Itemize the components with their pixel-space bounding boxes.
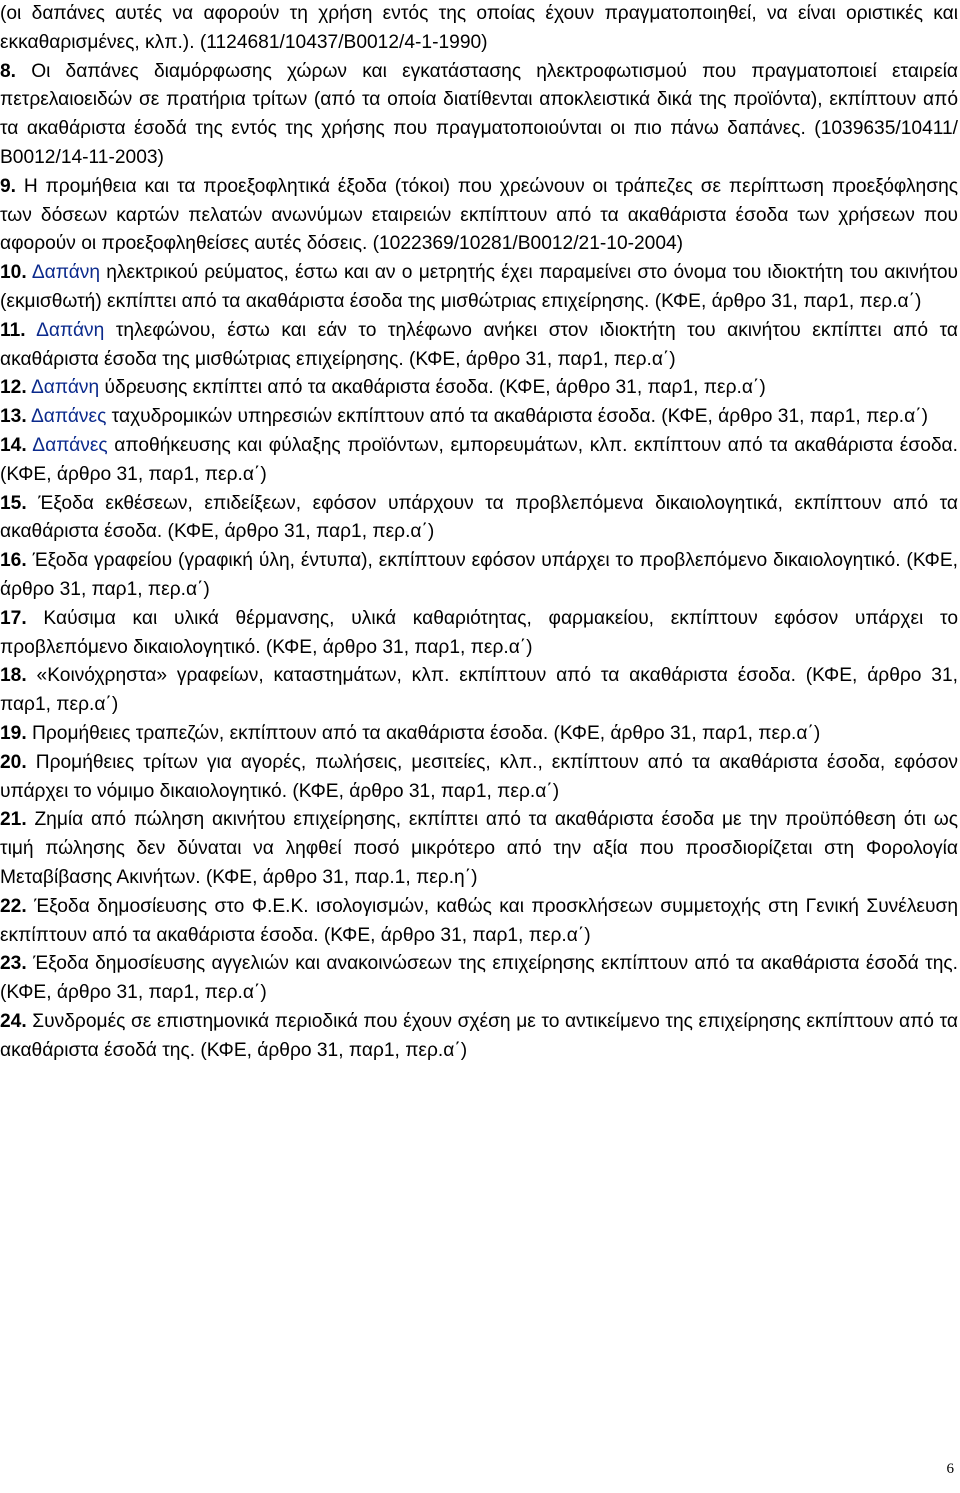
item-21 xyxy=(0,806,958,892)
item-8 xyxy=(0,58,958,173)
item-number: 18. xyxy=(0,665,27,687)
item-19 xyxy=(0,720,958,749)
item-number: 21. xyxy=(0,809,27,831)
item-title: Δαπάνη xyxy=(30,377,100,399)
item-text: Καύσιμα και υλικά θέρμανσης, υλικά καθαριότητας, φαρμακείου, εκπίπτουν εφόσον υπάρχει το προβλεπόμενο δικαιολογητικό. (ΚΦΕ, άρθρο 31, παρ1, περ.α΄) xyxy=(0,607,958,658)
item-13 xyxy=(0,403,958,432)
item-9 xyxy=(0,173,958,259)
item-text: τηλεφώνου, έστω και εάν το τηλέφωνο ανήκει στον ιδιοκτήτη του ακινήτου εκπίπτει από τα ακαθάριστα έσοδα της μισθώτριας επιχείρησης. (ΚΦΕ, άρθρο 31, παρ1, περ.α΄) xyxy=(0,319,958,370)
item-text: ύδρευσης εκπίπτει από τα ακαθάριστα έσοδα. (ΚΦΕ, άρθρο 31, παρ1, περ.α΄) xyxy=(99,377,766,399)
item-24 xyxy=(0,1008,958,1066)
item-text: Ζημία από πώληση ακινήτου επιχείρησης, εκπίπτει από τα ακαθάριστα έσοδα με την προϋπόθεση ότι ως τιμή πώλησης δεν δύναται να ληφθεί ποσό μικρότερο από την αξία που προσδιορίζεται στη Φορολογία Μεταβίβασης Ακινήτων. (ΚΦΕ, άρθρο 31, παρ.1, περ.η΄) xyxy=(0,809,958,888)
item-text: «Κοινόχρηστα» γραφείων, καταστημάτων, κλπ. εκπίπτουν από τα ακαθάριστα έσοδα. (ΚΦΕ, άρθρο 31, παρ1, περ.α΄) xyxy=(0,665,958,716)
item-number: 10. xyxy=(0,262,27,284)
item-20 xyxy=(0,749,958,807)
item-12 xyxy=(0,374,958,403)
item-16 xyxy=(0,547,958,605)
item-text: Η προμήθεια και τα προεξοφλητικά έξοδα (τόκοι) που χρεώνουν οι τράπεζες σε περίπτωση προεξόφλησης των δόσεων καρτών πελατών ανωνύμων εταιρειών εκπίπτουν από τα ακαθάριστα έσοδα των χρήσεων που αφορούν οι προεξοφληθείσες αυτές δόσεις. (1022369/10281/Β0012/21-10-2004) xyxy=(0,175,958,255)
item-number: 22. xyxy=(0,895,27,917)
item-number: 8. xyxy=(0,60,17,82)
item-number: 11. xyxy=(0,319,26,341)
item-number: 13. xyxy=(0,406,27,428)
item-title: Δαπάνες xyxy=(30,406,107,428)
item-title: Δαπάνες xyxy=(32,434,108,456)
item-number: 20. xyxy=(0,751,27,773)
item-15 xyxy=(0,490,958,548)
item-14 xyxy=(0,432,958,490)
item-title: Δαπάνη xyxy=(36,319,105,341)
item-text: ταχυδρομικών υπηρεσιών εκπίπτουν από τα ακαθάριστα έσοδα. (ΚΦΕ, άρθρο 31, παρ1, περ.α΄) xyxy=(106,406,928,428)
item-number: 23. xyxy=(0,953,27,975)
item-number: 14. xyxy=(0,434,27,456)
item-11 xyxy=(0,317,958,375)
item-text: Έξοδα δημοσίευσης στο Φ.Ε.Κ. ισολογισμών, καθώς και προσκλήσεων συμμετοχής στη Γενική Συνέλευση εκπίπτουν από τα ακαθάριστα έσοδα. (ΚΦΕ, άρθρο 31, παρ1, περ.α΄) xyxy=(0,895,958,946)
item-number: 12. xyxy=(0,377,27,399)
item-text: Προμήθειες τρίτων για αγορές, πωλήσεις, μεσιτείες, κλπ., εκπίπτουν από τα ακαθάριστα έσοδα, εφόσον υπάρχει το νόμιμο δικαιολογητικό. (ΚΦΕ, άρθρο 31, παρ1, περ.α΄) xyxy=(0,751,958,802)
intro-paragraph: (οι δαπάνες αυτές να αφορούν τη χρήση εντός της οποίας έχουν πραγματοποιηθεί, να είναι οριστικές και εκκαθαρισμένες, κλπ.). (1124681/10437/Β0012/4-1-1990) xyxy=(0,3,958,53)
item-number: 9. xyxy=(0,175,17,197)
item-title: Δαπάνη xyxy=(31,262,101,284)
item-text: Έξοδα εκθέσεων, επιδείξεων, εφόσον υπάρχουν τα προβλεπόμενα δικαιολογητικά, εκπίπτουν από τα ακαθάριστα έσοδα. (ΚΦΕ, άρθρο 31, παρ1, περ.α΄) xyxy=(0,492,958,543)
item-10 xyxy=(0,259,958,317)
item-text: Έξοδα γραφείου (γραφική ύλη, έντυπα), εκπίπτουν εφόσον υπάρχει το προβλεπόμενο δικαιολογητικό. (ΚΦΕ, άρθρο 31, παρ1, περ.α΄) xyxy=(0,550,958,600)
item-18 xyxy=(0,662,958,720)
item-text: Συνδρομές σε επιστημονικά περιοδικά που έχουν σχέση με το αντικείμενο της επιχείρησης εκπίπτουν από τα ακαθάριστα έσοδά της. (ΚΦΕ, άρθρο 31, παρ1, περ.α΄) xyxy=(0,1010,958,1061)
item-22 xyxy=(0,893,958,951)
item-text: Προμήθειες τραπεζών, εκπίπτουν από τα ακαθάριστα έσοδα. (ΚΦΕ, άρθρο 31, παρ1, περ.α΄) xyxy=(26,722,821,744)
item-number: 15. xyxy=(0,492,27,514)
item-17 xyxy=(0,605,958,663)
item-number: 17. xyxy=(0,607,27,629)
page-number: 6 xyxy=(946,1461,954,1477)
item-text: Έξοδα δημοσίευσης αγγελιών και ανακοινώσεων της επιχείρησης εκπίπτουν από τα ακαθάριστα έσοδά της. (ΚΦΕ, άρθρο 31, παρ1, περ.α΄) xyxy=(0,953,958,1004)
item-23 xyxy=(0,950,958,1008)
item-number: 16. xyxy=(0,550,27,572)
item-number: 24. xyxy=(0,1010,27,1032)
item-number: 19. xyxy=(0,722,27,744)
item-text: ηλεκτρικού ρεύματος, έστω και αν ο μετρητής έχει παραμείνει στο όνομα του ιδιοκτήτη του ακινήτου (εκμισθωτή) εκπίπτει από τα ακαθάριστα έσοδα της μισθώτριας επιχείρησης. (ΚΦΕ, άρθρο 31, παρ1, περ.α΄) xyxy=(0,262,958,312)
item-text: Οι δαπάνες διαμόρφωσης χώρων και εγκατάστασης ηλεκτροφωτισμού που πραγματοποιεί εταιρεία πετρελαιοειδών σε πρατήρια τρίτων (από τα οποία διατίθενται αποκλειστικά δικά της προϊόντα), εκπίπτουν από τα ακαθάριστα έσοδά της εντός της χρήσης που πραγματοποιούνται οι πιο πάνω δαπάνες. (1039635/10411/Β0012/14-11-2003) xyxy=(0,60,958,168)
item-text: αποθήκευσης και φύλαξης προϊόντων, εμπορευμάτων, κλπ. εκπίπτουν από τα ακαθάριστα έσοδα. (ΚΦΕ, άρθρο 31, παρ1, περ.α΄) xyxy=(0,434,958,485)
